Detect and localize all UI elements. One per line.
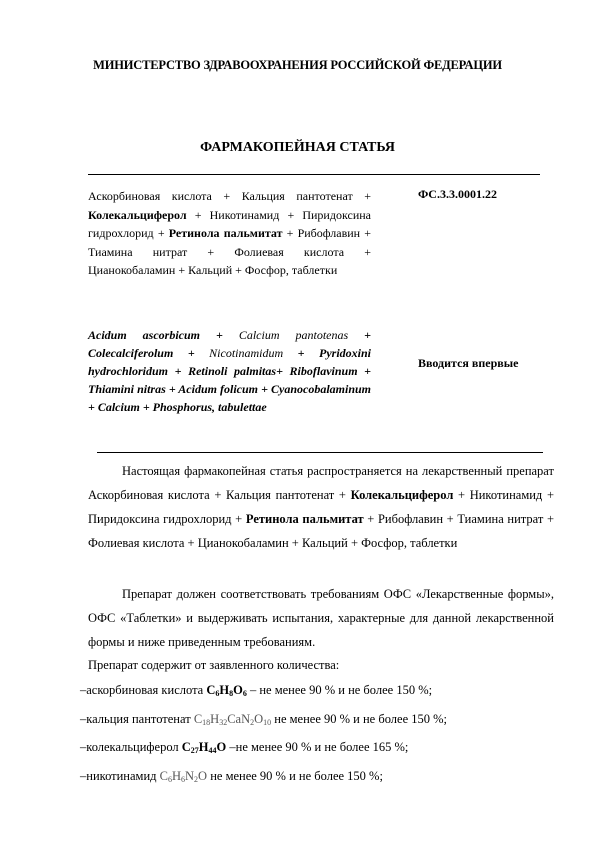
requirements-paragraph: Препарат должен соответствовать требованиям ОФС «Лекарственные формы», ОФС «Таблетки» и выдерживать испытания, характерные для данной лекарственной формы и ниже приведенным требованиям. xyxy=(88,587,554,649)
list-item: –колекальциферол $C_{27}H_{44}O$ –не менее 90 % и не более 165 %; xyxy=(80,740,409,755)
content-list xyxy=(80,678,447,792)
list-item: –никотинамид $C_6H_6N_2O$ не менее 90 % и не более 150 %; xyxy=(80,768,383,784)
ministry-heading: МИНИСТЕРСТВО ЗДРАВООХРАНЕНИЯ РОССИЙСКОЙ ФЕДЕРАЦИИ xyxy=(93,58,502,72)
list-item: –аскорбиновая кислота $C_6H_8O_6$ – не менее 90 % и не более 150 %; xyxy=(80,683,433,698)
latin-drug-name: Acidum ascorbicum + Calcium pantotenas + Colecalciferolum + Nicotinamidum + Pyridoxini hydrochloridum + Retinoli palmitas+ Riboflavinum + Thiamini nitras + Acidum folicum + Cyanocobalaminum + Calcium + Phosphorus, tabulettae xyxy=(88,328,372,414)
article-code: ФС.3.3.0001.22 xyxy=(418,187,497,201)
content-intro: Препарат содержит от заявленного количества: xyxy=(88,658,340,672)
article-title: ФАРМАКОПЕЙНАЯ СТАТЬЯ xyxy=(200,140,395,155)
list-item: –кальция пантотенат $C_{18}H_{32}CaN_2O_{10}$ не менее 90 % и не более 150 %; xyxy=(80,711,448,727)
introduced-note: Вводится впервые xyxy=(418,356,519,370)
top-divider xyxy=(88,174,540,175)
scope-paragraph: Настоящая фармакопейная статья распространяется на лекарственный препарат Аскорбиновая кислота + Кальция пантотенат + Колекальциферол + Никотинамид + Пиридоксина гидрохлорид + Ретинола пальмитат + Рибофлавин + Тиамина нитрат + Фолиевая кислота + Цианокобаламин + Кальций + Фосфор, таблетки xyxy=(88,464,554,550)
russian-drug-name: Аскорбиновая кислота + Кальция пантотенат + Колекальциферол + Никотинамид + Пиридоксина гидрохлорид + Ретинола пальмитат + Рибофлавин + Тиамина нитрат + Фолиевая кислота + Цианокобаламин + Кальций + Фосфор, таблетки xyxy=(88,189,372,277)
bottom-divider xyxy=(97,452,543,453)
